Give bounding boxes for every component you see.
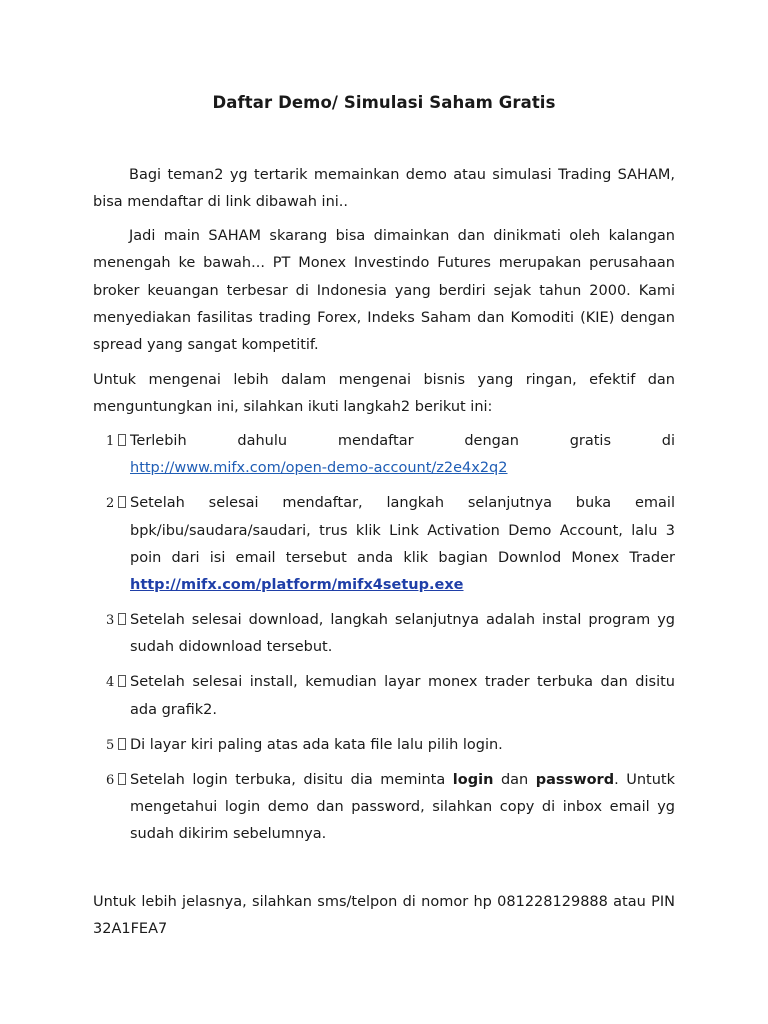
step-number: 5 xyxy=(106,737,115,753)
missing-glyph-icon xyxy=(118,675,126,687)
document-title: Daftar Demo/ Simulasi Saham Gratis xyxy=(212,93,556,112)
closing-paragraph: Untuk lebih jelasnya, silahkan sms/telpon di nomor hp 081228129888 atau PIN 32A1FEA7 xyxy=(93,894,675,938)
step-1-word: Terlebih xyxy=(130,433,187,449)
platform-download-link[interactable]: http://mifx.com/platform/mifx4setup.exe xyxy=(130,577,464,594)
login-keyword: login xyxy=(452,771,494,788)
step-2-text: Setelah selesai mendaftar, langkah selanjutnya buka email bpk/ibu/saudara/saudari, trus klik Link Activation Demo Account, lalu 3 poin dari isi email tersebut anda klik bagian Downlod Monex Trader xyxy=(130,495,675,566)
intro-paragraph-3: Untuk mengenai lebih dalam mengenai bisnis yang ringan, efektif dan menguntungkan ini, silahkan ikuti langkah2 berikut ini: xyxy=(93,372,675,416)
list-marker xyxy=(106,428,126,455)
list-marker xyxy=(106,669,126,696)
list-item-step-2 xyxy=(93,490,675,599)
step-6-text-after: . Untutk mengetahui login demo dan password, silahkan copy di inbox email yg sudah dikirim sebelumnya. xyxy=(130,771,676,843)
step-1-word: dahulu xyxy=(237,433,288,449)
step-6-text-before: Setelah login terbuka, disitu dia meminta xyxy=(130,771,446,788)
step-number: 4 xyxy=(106,675,115,691)
step-5-text: Di layar kiri paling atas ada kata file lalu pilih login. xyxy=(130,736,503,753)
missing-glyph-icon xyxy=(118,738,126,750)
step-1-word: mendaftar xyxy=(337,433,414,449)
list-item-step-6 xyxy=(93,767,675,849)
step-3-text: Setelah selesai download, langkah selanjutnya adalah instal program yg sudah didownload tersebut. xyxy=(130,612,675,656)
list-marker xyxy=(106,490,126,517)
password-keyword: password xyxy=(535,771,615,788)
list-item-step-1 xyxy=(93,428,675,483)
list-item-step-5 xyxy=(93,732,675,759)
missing-glyph-icon xyxy=(118,434,126,446)
step-1-line xyxy=(130,428,675,455)
list-marker xyxy=(106,732,126,759)
missing-glyph-icon xyxy=(118,773,126,785)
list-item-step-4 xyxy=(93,669,675,724)
demo-account-link[interactable]: http://www.mifx.com/open-demo-account/z2e4x2q2 xyxy=(130,460,508,477)
step-number: 3 xyxy=(106,613,115,629)
step-number: 1 xyxy=(106,434,115,449)
steps-list xyxy=(93,428,675,856)
list-marker xyxy=(106,767,126,794)
list-marker xyxy=(106,607,126,634)
step-number: 2 xyxy=(106,496,115,512)
missing-glyph-icon xyxy=(118,613,126,625)
step-1-word: gratis xyxy=(569,433,612,449)
step-1-word: di xyxy=(661,433,675,449)
step-1-word: dengan xyxy=(464,433,519,449)
step-6-text-middle: dan xyxy=(500,771,529,788)
step-number: 6 xyxy=(106,772,115,788)
intro-paragraph-1: Bagi teman2 yg tertarik memainkan demo atau simulasi Trading SAHAM, bisa mendaftar di link dibawah ini.. xyxy=(93,167,675,211)
list-item-step-3 xyxy=(93,607,675,662)
intro-paragraph-2: Jadi main SAHAM skarang bisa dimainkan dan dinikmati oleh kalangan menengah ke bawah... PT Monex Investindo Futures merupakan perusahaan broker keuangan terbesar di Indonesia yang berdiri sejak tahun 2000. Kami menyediakan fasilitas trading Forex, Indeks Saham dan Komoditi (KIE) dengan spread yang sangat kompetitif. xyxy=(93,228,675,354)
step-4-text: Setelah selesai install, kemudian layar monex trader terbuka dan disitu ada grafik2. xyxy=(130,674,675,718)
missing-glyph-icon xyxy=(118,496,126,508)
